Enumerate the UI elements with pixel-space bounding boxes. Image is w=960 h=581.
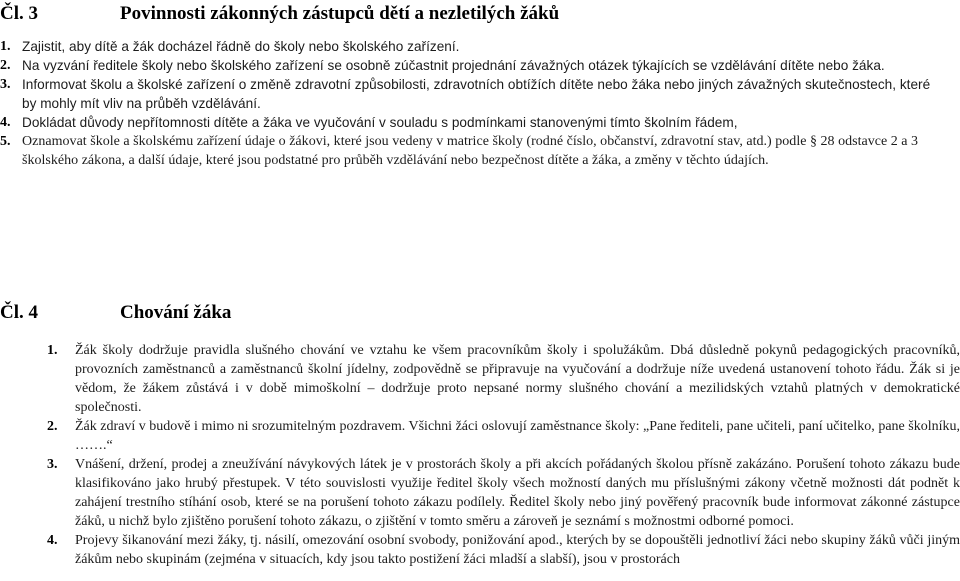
- item-text: Zajistit, aby dítě a žák docházel řádně do školy nebo školského zařízení.: [22, 39, 460, 54]
- article-3-list: [0, 37, 944, 170]
- item-number: 2.: [47, 419, 58, 434]
- item-number: 1.: [47, 343, 58, 358]
- item-number: 4.: [47, 533, 58, 548]
- list-item: [47, 417, 960, 455]
- item-text: Žák školy dodržuje pravidla slušného chování ve vztahu ke všem pracovníkům školy i spolužákům. Dbá důsledně pokynů pedagogických pracovníků, provozních zaměstnanců a zaměstnanců školní jídelny, zodpovědně se připravuje na vyučování a dodržuje níže uvedená ustanovení tohoto řádu. Žák si je vědom, že žákem zůstává i v době mimoškolní – dodržuje proto nepsané normy slušného chování a mezilidských vztahů platných v demokratické společnosti.: [75, 343, 960, 415]
- article-3-heading: [0, 3, 559, 25]
- list-item: [0, 132, 944, 170]
- item-text: Na vyzvání ředitele školy nebo školského zařízení se osobně zúčastnit projednání závažných otázek týkajících se vzdělávání dítěte nebo žáka.: [22, 58, 885, 73]
- list-item: [47, 531, 960, 569]
- item-text: Oznamovat škole a školskému zařízení údaje o žákovi, které jsou vedeny v matrice školy (rodné číslo, občanství, zdravotní stav, atd.) podle § 28 odstavce 2 a 3 školského zákona, a další údaje, které jsou podstatné pro průběh vzdělávání nebo bezpečnost dítěte a žáka, a změny v těchto údajích.: [22, 134, 919, 168]
- article-4-heading: [0, 302, 231, 324]
- list-item: [47, 341, 960, 417]
- list-item: [0, 75, 944, 113]
- item-text: Vnášení, držení, prodej a zneužívání návykových látek je v prostorách školy a při akcích pořádaných školou přísně zakázáno. Porušení tohoto zákazu bude klasifikováno jako hrubý přestupek. V této souvislosti využije ředitel školy všech možností daných mu příslušnými zákony včetně možnosti dát podnět k zahájení trestního stíhání osob, které se na porušení tohoto zákazu podílely. Ředitel školy nebo jiný pověřený pracovník bude informovat zákonné zástupce žáků, u nichž bylo zjištěno porušení tohoto zákazu, o zjištění v tomto směru a zároveň je seznámí s možnostmi odborné pomoci.: [75, 457, 960, 529]
- item-number: 5.: [0, 134, 11, 149]
- article-number: Čl. 3: [0, 3, 38, 24]
- item-text: Projevy šikanování mezi žáky, tj. násilí, omezování osobní svobody, ponižování apod., kterých by se dopouštěli jednotliví žáci nebo skupiny žáků vůči jiným žákům nebo skupinám (zejména v situacích, kdy jsou takto postižení žáci mladší a slabší), jsou v prostorách: [75, 533, 960, 567]
- item-text: Dokládat důvody nepřítomnosti dítěte a žáka ve vyučování v souladu s podmínkami stanovenými tímto školním řádem,: [22, 115, 738, 130]
- list-item: [0, 37, 944, 56]
- list-item: [0, 56, 944, 75]
- article-4-list: [47, 341, 960, 569]
- article-title: Chování žáka: [120, 302, 232, 323]
- article-number: Čl. 4: [0, 302, 38, 323]
- list-item: [47, 455, 960, 531]
- article-title: Povinnosti zákonných zástupců dětí a nezletilých žáků: [120, 3, 560, 24]
- item-text: Informovat školu a školské zařízení o změně zdravotní způsobilosti, zdravotních obtížích dítěte nebo žáka nebo jiných závažných skutečnostech, které by mohly mít vliv na průběh vzdělávání.: [22, 77, 931, 111]
- item-number: 3.: [47, 457, 58, 472]
- item-number: 2.: [0, 58, 11, 73]
- item-number: 4.: [0, 115, 11, 130]
- item-number: 1.: [0, 39, 11, 54]
- item-number: 3.: [0, 77, 11, 92]
- list-item: [0, 113, 944, 132]
- item-text: Žák zdraví v budově i mimo ni srozumitelným pozdravem. Všichni žáci oslovují zaměstnance školy: „Pane řediteli, pane učiteli, paní učitelko, pane školníku, …….“: [75, 419, 960, 453]
